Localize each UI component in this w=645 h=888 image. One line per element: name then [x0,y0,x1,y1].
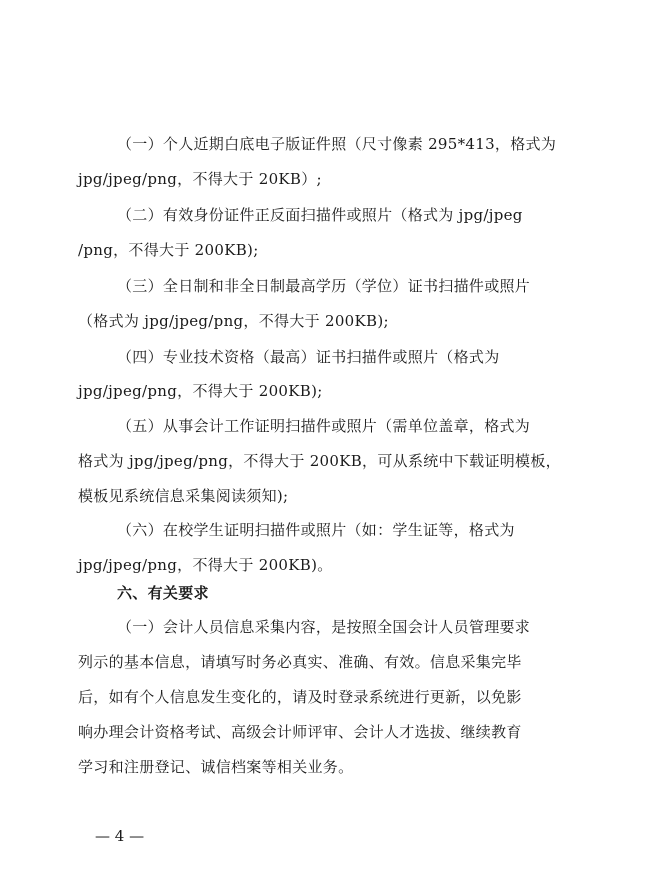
item-5-line-1: （五）从事会计工作证明扫描件或照片（需单位盖章，格式为 [117,417,531,435]
item-5-line-3: 模板见系统信息采集阅读须知); [78,487,289,505]
item-5-line-2: 格式为 jpg/jpeg/png，不得大于 200KB，可从系统中下载证明模板， [78,452,561,470]
item-1-line-2: jpg/jpeg/png，不得大于 20KB）; [78,170,322,188]
item-2-line-2: /png，不得大于 200KB); [78,241,259,259]
item-2-line-1: （二）有效身份证件正反面扫描件或照片（格式为 jpg/jpeg [117,206,523,224]
item-4-line-1: （四）专业技术资格（最高）证书扫描件或照片（格式为 [117,348,500,366]
requirements-line-1: （一）会计人员信息采集内容，是按照全国会计人员管理要求 [117,618,531,636]
page-number: — 4 — [95,827,145,845]
item-3-line-2: （格式为 jpg/jpeg/png，不得大于 200KB); [78,312,389,330]
item-6-line-1: （六）在校学生证明扫描件或照片（如：学生证等，格式为 [117,521,515,539]
section-heading: 六、有关要求 [117,584,209,602]
requirements-line-2: 列示的基本信息，请填写时务必真实、准确、有效。信息采集完毕 [78,653,522,671]
item-3-line-1: （三）全日制和非全日制最高学历（学位）证书扫描件或照片 [117,277,531,295]
requirements-line-3: 后，如有个人信息发生变化的，请及时登录系统进行更新，以免影 [78,688,522,706]
item-4-line-2: jpg/jpeg/png，不得大于 200KB); [78,382,323,400]
item-6-line-2: jpg/jpeg/png，不得大于 200KB)。 [78,556,333,574]
requirements-line-5: 学习和注册登记、诚信档案等相关业务。 [78,758,354,776]
requirements-line-4: 响办理会计资格考试、高级会计师评审、会计人才选拔、继续教育 [78,723,522,741]
item-1-line-1: （一）个人近期白底电子版证件照（尺寸像素 295*413，格式为 [117,135,557,153]
